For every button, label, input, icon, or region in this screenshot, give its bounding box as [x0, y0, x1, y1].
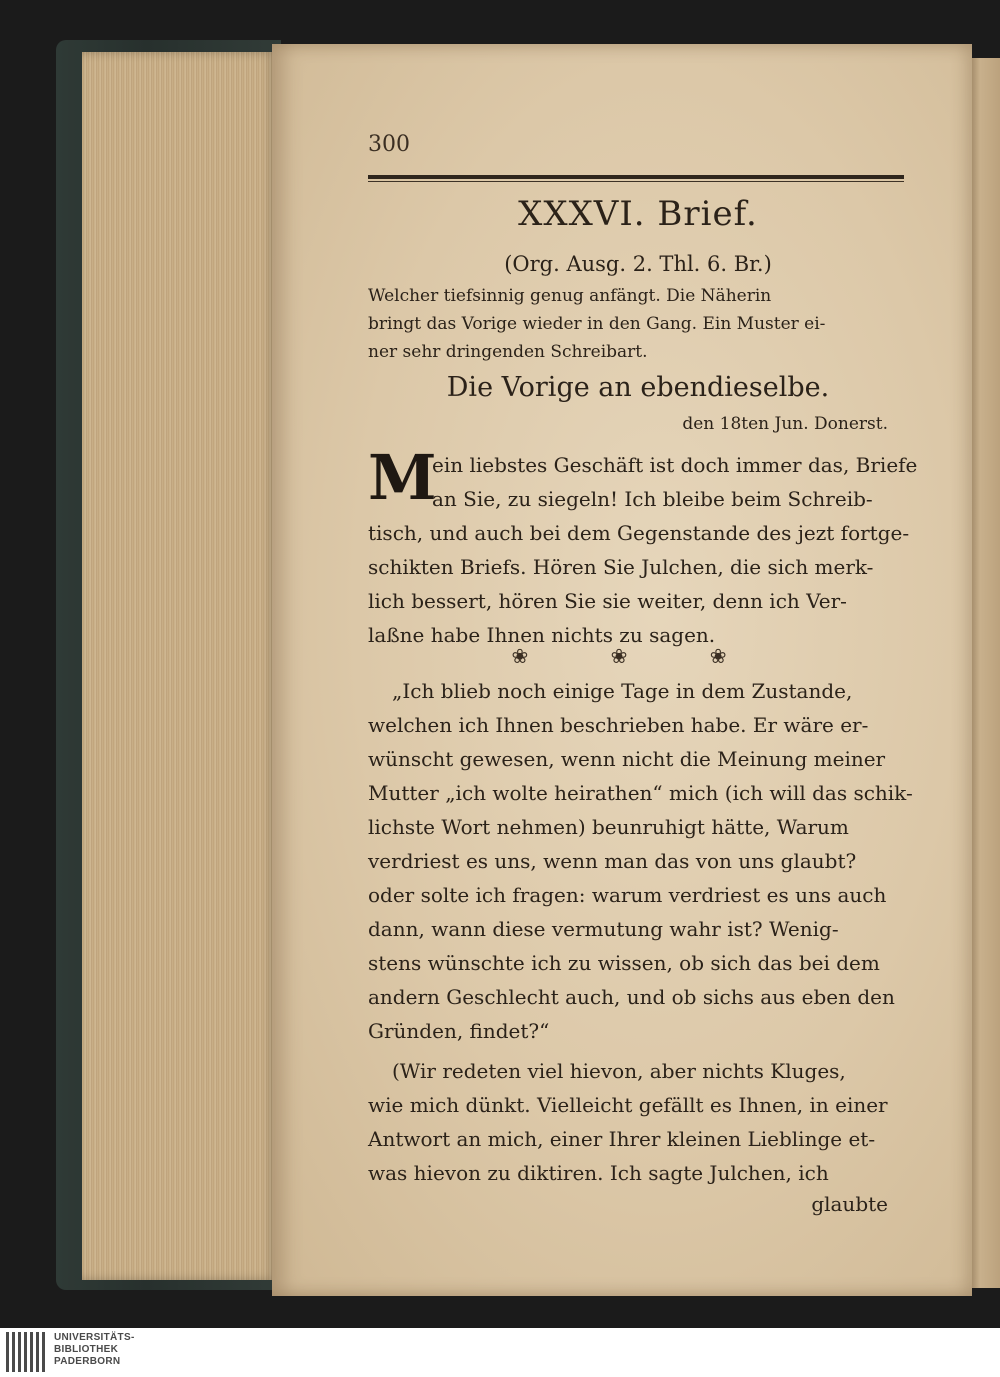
paragraph-line: laßne habe Ihnen nichts zu sagen. — [368, 623, 716, 647]
paragraph-line: lichste Wort nehmen) beunruhigt hätte, Warum — [368, 815, 849, 839]
paragraph-line: lich bessert, hören Sie sie weiter, denn ich Ver- — [368, 589, 847, 613]
paragraph-line: Antwort an mich, einer Ihrer kleinen Lieblinge et- — [368, 1127, 876, 1151]
paragraph-line: tisch, und auch bei dem Gegenstande des jezt fortge- — [368, 521, 910, 545]
drop-cap-initial: M — [368, 441, 437, 514]
section-ornament: ❀ ❀ ❀ — [511, 644, 765, 668]
paragraph-line: Gründen, findet?“ — [368, 1019, 550, 1043]
book-page — [272, 44, 972, 1296]
library-name-line: UNIVERSITÄTS- — [54, 1332, 135, 1343]
page-number: 300 — [368, 132, 410, 157]
library-logo-icon — [6, 1332, 46, 1372]
edition-note: (Org. Ausg. 2. Thl. 6. Br.) — [504, 252, 772, 276]
paragraph-line: stens wünschte ich zu wissen, ob sich das bei dem — [368, 951, 880, 975]
page-stack-edge — [82, 52, 277, 1280]
paragraph-line: wie mich dünkt. Vielleicht gefällt es Ihnen, in einer — [368, 1093, 888, 1117]
paragraph-line: andern Geschlecht auch, und ob sichs aus eben den — [368, 985, 895, 1009]
dateline: den 18ten Jun. Donerst. — [682, 414, 888, 434]
letter-title: XXXVI. Brief. — [518, 194, 758, 234]
paragraph-line: welchen ich Ihnen beschrieben habe. Er wäre er- — [368, 713, 869, 737]
paragraph-line: „Ich blieb noch einige Tage in dem Zustande, — [392, 679, 853, 703]
summary-line: Welcher tiefsinnig genug anfängt. Die Näherin — [368, 286, 772, 306]
header-rule — [368, 172, 904, 184]
paragraph-line: an Sie, zu siegeln! Ich bleibe beim Schreib- — [432, 487, 873, 511]
paragraph-line: wünscht gewesen, wenn nicht die Meinung meiner — [368, 747, 886, 771]
paragraph-line: dann, wann diese vermutung wahr ist? Wenig- — [368, 917, 839, 941]
paragraph-line: oder solte ich fragen: warum verdriest es uns auch — [368, 883, 887, 907]
catchword: glaubte — [811, 1192, 888, 1216]
library-footer — [0, 1328, 1000, 1377]
paragraph-line: ein liebstes Geschäft ist doch immer das, Briefe — [432, 453, 918, 477]
summary-line: bringt das Vorige wieder in den Gang. Ein Muster ei- — [368, 314, 826, 334]
paragraph-line: verdriest es uns, wenn man das von uns glaubt? — [368, 849, 857, 873]
letter-heading: Die Vorige an ebendieselbe. — [446, 372, 830, 403]
paragraph-line: schikten Briefs. Hören Sie Julchen, die sich merk- — [368, 555, 874, 579]
library-name-line: PADERBORN — [54, 1356, 121, 1367]
summary-line: ner sehr dringenden Schreibart. — [368, 342, 648, 362]
paragraph-line: was hievon zu diktiren. Ich sagte Julchen, ich — [368, 1161, 829, 1185]
paragraph-line: Mutter „ich wolte heirathen“ mich (ich will das schik- — [368, 781, 913, 805]
paragraph-line: (Wir redeten viel hievon, aber nichts Kluges, — [392, 1059, 846, 1083]
library-name-line: BIBLIOTHEK — [54, 1344, 119, 1355]
